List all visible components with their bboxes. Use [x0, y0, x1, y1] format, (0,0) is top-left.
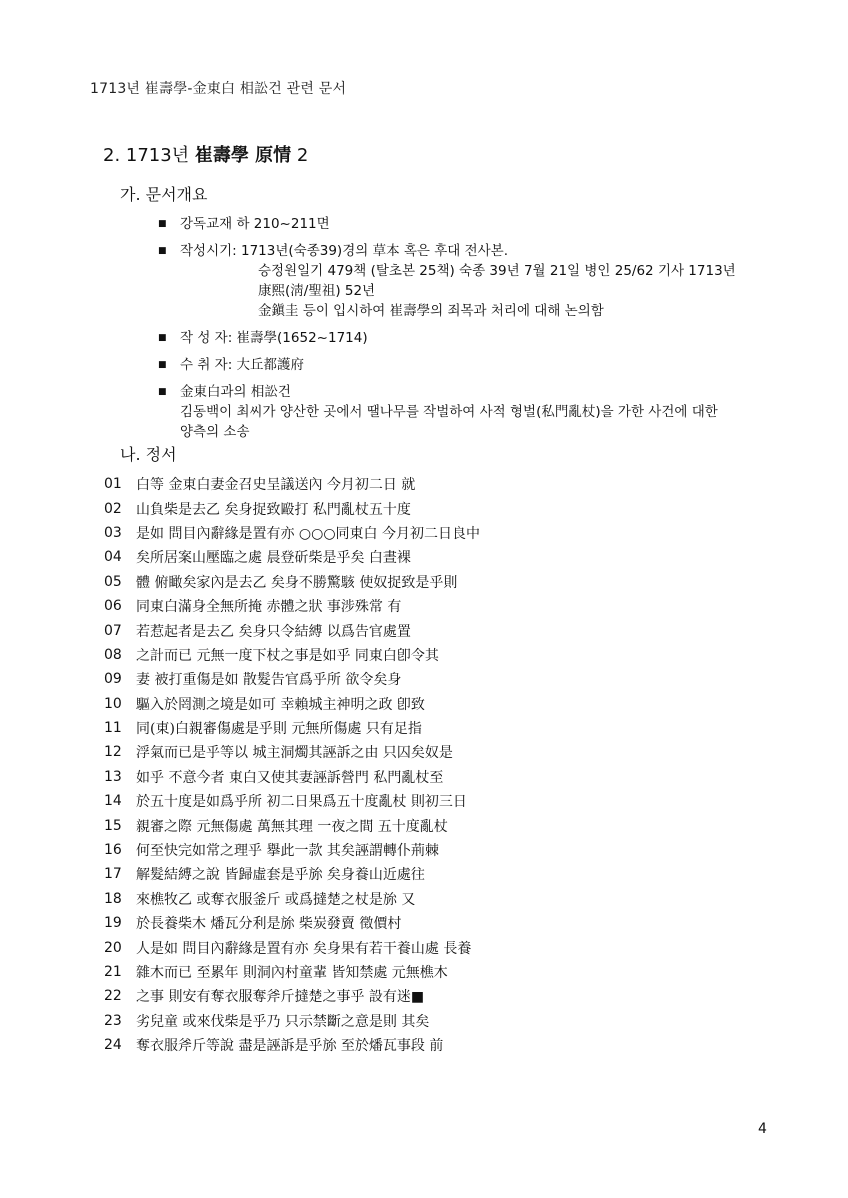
line-number: 01: [104, 476, 122, 493]
line-number: 03: [104, 524, 122, 541]
bullet-icon: ■: [158, 219, 167, 229]
line-number: 05: [104, 573, 122, 590]
overview-heading: 가. 문서개요: [120, 185, 208, 204]
text-line: [104, 887, 764, 911]
line-text: 體 俯瞰矣家內是去乙 矣身不勝驚駭 使奴捉致是乎則: [136, 574, 458, 591]
line-number: 23: [104, 1012, 122, 1029]
line-text: 何至快完如常之理乎 擧此一款 其矣誣謂轉仆荊棘: [136, 843, 439, 860]
overview-item-lawsuit: [158, 382, 798, 442]
overview-item-text: 수 취 자: 大丘都護府: [180, 357, 305, 373]
text-line: [104, 692, 764, 716]
transcription-heading: 나. 정서: [120, 445, 177, 464]
text-line: [104, 789, 764, 813]
line-text: 山負柴是去乙 矣身捉致毆打 私門亂杖五十度: [136, 501, 411, 518]
transcription-lines: [104, 472, 764, 1057]
overview-item-text: 작 성 자: 崔壽學(1652~1714): [180, 330, 368, 346]
overview-list: [158, 214, 798, 449]
line-text: 是如 問目內辭緣是置有亦 ○○○同東白 今月初二日良中: [136, 525, 480, 542]
line-number: 04: [104, 549, 122, 566]
line-number: 14: [104, 793, 122, 810]
line-text: 人是如 問目內辭緣是置有亦 矣身果有若干養山處 長養: [136, 940, 472, 957]
text-line: [104, 984, 764, 1008]
line-text: 解髮結縛之說 皆歸虛套是乎旀 矣身養山近處往: [136, 867, 425, 884]
overview-item-date: [158, 241, 798, 321]
section-title-bold: 崔壽學 原情: [194, 145, 292, 166]
text-line: [104, 1033, 764, 1057]
line-number: 11: [104, 720, 122, 737]
text-line: [104, 570, 764, 594]
line-number: 24: [104, 1037, 122, 1054]
line-text: 於五十度是如爲乎所 初二日果爲五十度亂杖 則初三日: [136, 794, 467, 811]
line-text: 同(東)白親審傷處是乎則 元無所傷處 只有足指: [136, 721, 422, 738]
line-text: 劣兒童 或來伐柴是乎乃 只示禁斷之意是則 其矣: [136, 1013, 430, 1030]
line-text: 浮氣而已是乎等以 城主洞燭其誣訴之由 只囚矣奴是: [136, 745, 453, 762]
text-line: [104, 545, 764, 569]
line-text: 來樵牧乙 或奪衣服釜斤 或爲撻楚之杖是旀 又: [136, 891, 416, 908]
text-line: [104, 862, 764, 886]
bullet-icon: ■: [158, 360, 167, 370]
line-number: 12: [104, 744, 122, 761]
overview-item-text: 강독교재 하 210~211면: [180, 216, 330, 232]
text-line: [104, 472, 764, 496]
section-title-suffix: 2: [296, 145, 309, 166]
line-text: 之計而已 元無一度下杖之事是如乎 同東白卽令其: [136, 647, 439, 664]
text-line: [104, 765, 764, 789]
line-text: 驅入於罔測之境是如可 幸賴城主神明之政 卽致: [136, 696, 425, 713]
bullet-icon: ■: [158, 333, 167, 343]
line-number: 10: [104, 695, 122, 712]
line-text: 奪衣服斧斤等說 盡是誣訴是乎旀 至於燔瓦事段 前: [136, 1038, 444, 1055]
text-line: [104, 643, 764, 667]
line-number: 21: [104, 964, 122, 980]
line-number: 07: [104, 622, 122, 639]
line-number: 17: [104, 866, 122, 883]
line-number: 20: [104, 939, 122, 956]
overview-item-recipient: [158, 355, 798, 375]
text-line: [104, 935, 764, 959]
overview-item-textbook: [158, 214, 798, 234]
line-text: 雜木而已 至累年 則洞內村童輩 皆知禁處 元無樵木: [136, 965, 448, 981]
text-line: [104, 1009, 764, 1033]
line-number: 02: [104, 500, 122, 517]
text-line: [104, 667, 764, 691]
line-number: 09: [104, 671, 122, 688]
text-line: [104, 496, 764, 520]
text-line: [104, 960, 764, 984]
line-text: 矣所居案山壓臨之處 晨登斫柴是乎矣 白晝裸: [136, 550, 411, 567]
text-line: [104, 813, 764, 837]
section-title: [103, 141, 308, 167]
overview-description: 양측의 소송: [180, 424, 250, 440]
line-number: 13: [104, 768, 122, 785]
line-number: 18: [104, 890, 122, 907]
text-line: [104, 740, 764, 764]
overview-subline: 승정원일기 479책 (탈초본 25책) 숙종 39년 7월 21일 병인 25/62 기사 1713년: [258, 263, 736, 279]
section-number: 2. 1713년: [103, 145, 190, 166]
line-text: 如乎 不意今者 東白又使其妻誣訴營門 私門亂杖至: [136, 769, 444, 786]
overview-item-text: 金東白과의 相訟건: [180, 384, 291, 400]
overview-item-author: [158, 328, 798, 348]
overview-subline: 康熙(淸/聖祖) 52년: [258, 283, 376, 299]
line-text: 若惹起者是去乙 矣身只令結縛 以爲告官處置: [136, 623, 411, 640]
line-text: 之事 則安有奪衣服奪斧斤撻楚之事乎 設有迷■: [136, 989, 425, 1006]
line-text: 同東白滿身全無所掩 赤體之狀 事涉殊常 有: [136, 599, 402, 616]
line-text: 於長養柴木 燔瓦分利是旀 柴炭發賣 徵價村: [136, 916, 402, 933]
line-number: 06: [104, 598, 122, 615]
text-line: [104, 594, 764, 618]
line-number: 19: [104, 915, 122, 932]
overview-description: 김동백이 최씨가 양산한 곳에서 땔나무를 작벌하여 사적 형벌(私門亂杖)을 가한 사건에 대한: [180, 404, 718, 420]
line-text: 妻 被打重傷是如 散髮告官爲乎所 欲令矣身: [136, 672, 402, 689]
bullet-icon: ■: [158, 246, 167, 256]
text-line: [104, 911, 764, 935]
page-number: 4: [758, 1121, 767, 1137]
line-number: 15: [104, 817, 122, 834]
line-text: 白等 金東白妻金召史呈議送內 今月初二日 就: [136, 477, 416, 494]
text-line: [104, 618, 764, 642]
text-line: [104, 521, 764, 545]
running-header: 1713년 崔壽學-金東白 相訟건 관련 문서: [90, 81, 347, 97]
line-number: 22: [104, 988, 122, 1005]
text-line: [104, 838, 764, 862]
text-line: [104, 716, 764, 740]
line-number: 08: [104, 646, 122, 663]
overview-item-text: 작성시기: 1713년(숙종39)경의 草本 혹은 후대 전사본.: [180, 243, 509, 259]
bullet-icon: ■: [158, 387, 167, 397]
overview-subline: 金鎭圭 등이 입시하여 崔壽學의 죄목과 처리에 대해 논의함: [258, 303, 604, 319]
line-number: 16: [104, 842, 122, 859]
line-text: 親審之際 元無傷處 萬無其理 一夜之間 五十度亂杖: [136, 818, 448, 835]
